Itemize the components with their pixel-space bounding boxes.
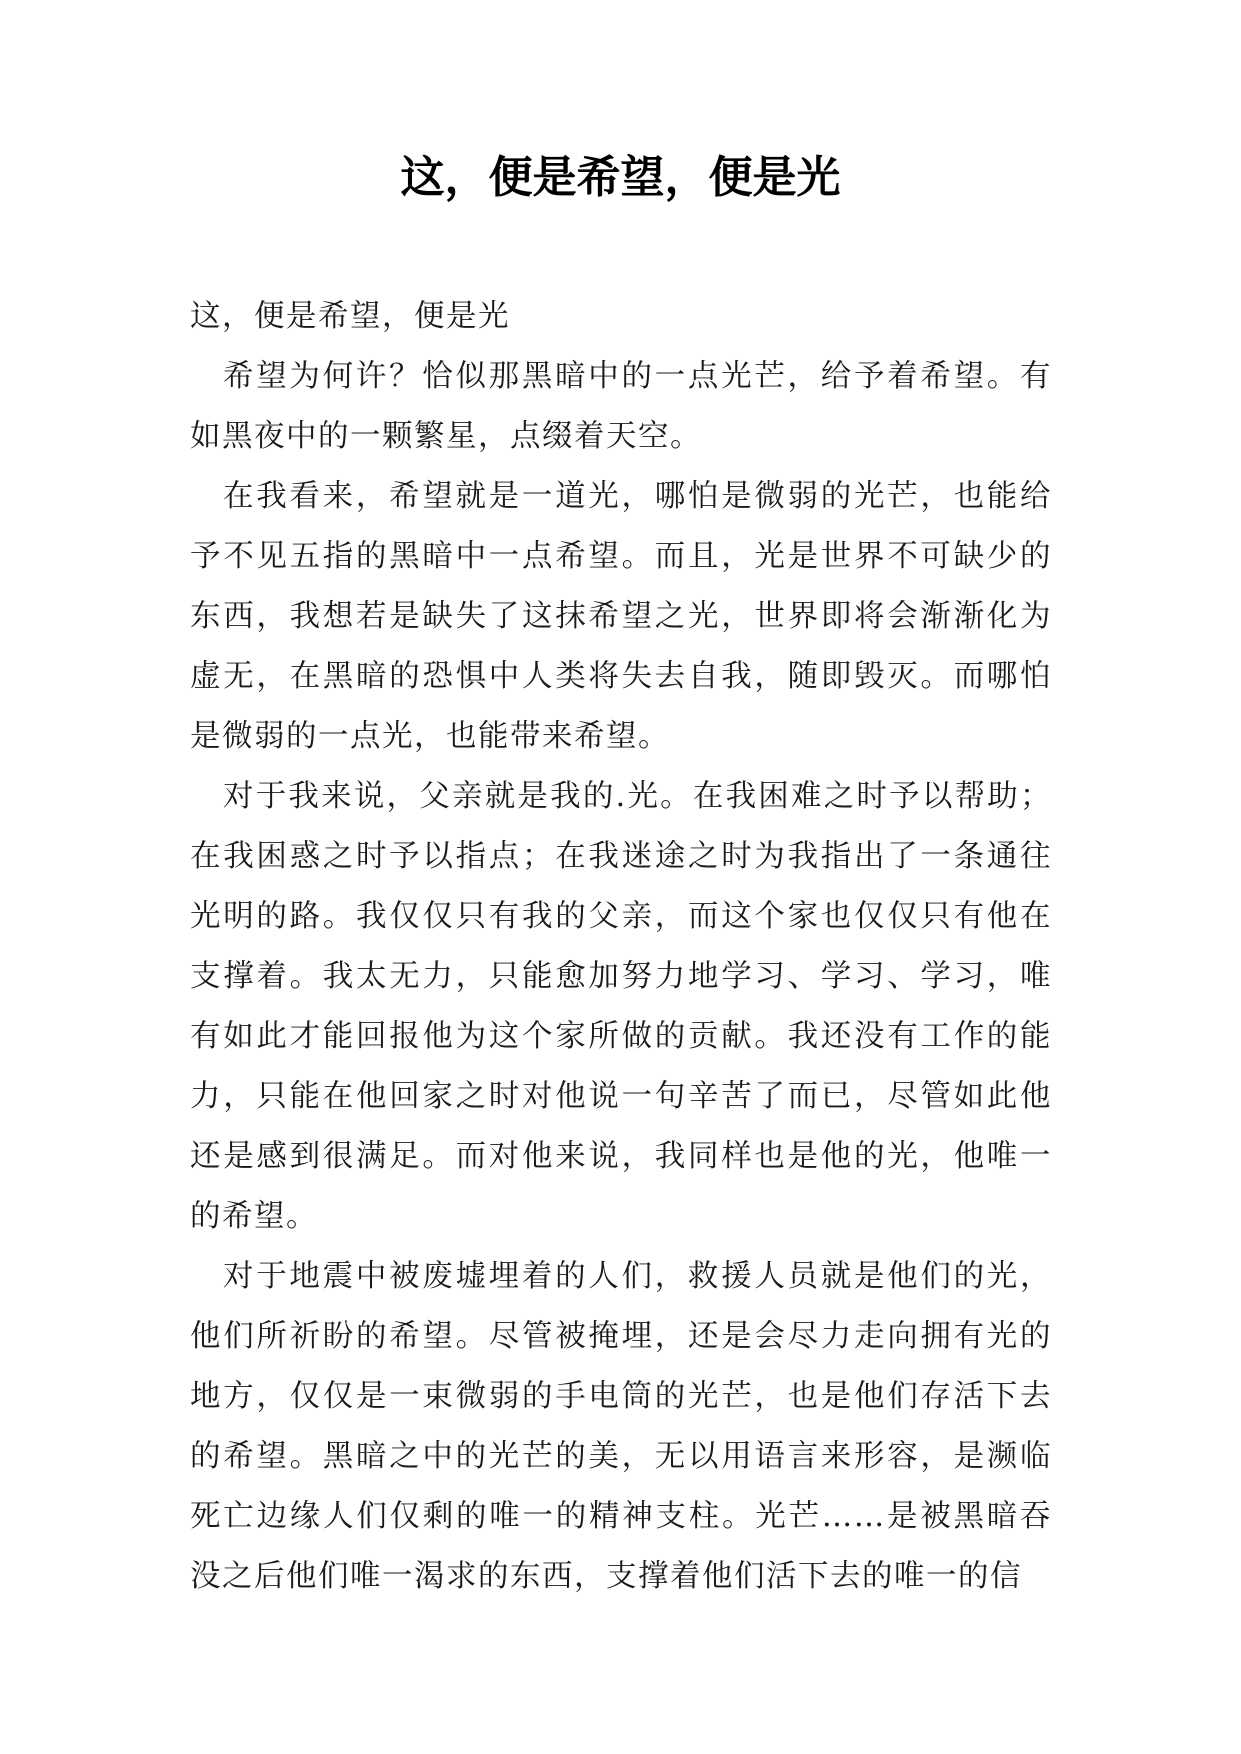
paragraph: 对于地震中被废墟埋着的人们，救援人员就是他们的光，他们所祈盼的希望。尽管被掩埋，还是会尽力走向拥有光的地方，仅仅是一束微弱的手电筒的光芒，也是他们存活下去的希望。黑暗之中的光芒的美，无以用语言来形容，是濒临死亡边缘人们仅剩的唯一的精神支柱。光芒……是被黑暗吞没之后他们唯一渴求的东西，支撑着他们活下去的唯一的信 bbox=[190, 1259, 1052, 1594]
document-body bbox=[190, 287, 1052, 1607]
body-heading-line: 这，便是希望，便是光 bbox=[190, 299, 510, 334]
paragraph: 对于我来说，父亲就是我的.光。在我困难之时予以帮助；在我困惑之时予以指点；在我迷途之时为我指出了一条通往光明的路。我仅仅只有我的父亲，而这个家也仅仅只有他在支撑着。我太无力，只能愈加努力地学习、学习、学习，唯有如此才能回报他为这个家所做的贡献。我还没有工作的能力，只能在他回家之时对他说一句辛苦了而已，尽管如此他还是感到很满足。而对他来说，我同样也是他的光，他唯一的希望。 bbox=[190, 779, 1052, 1234]
paragraph: 在我看来，希望就是一道光，哪怕是微弱的光芒，也能给予不见五指的黑暗中一点希望。而且，光是世界不可缺少的东西，我想若是缺失了这抹希望之光，世界即将会渐渐化为虚无，在黑暗的恐惧中人类将失去自我，随即毁灭。而哪怕是微弱的一点光，也能带来希望。 bbox=[190, 479, 1052, 754]
paragraph: 希望为何许？恰似那黑暗中的一点光芒，给予着希望。有如黑夜中的一颗繁星，点缀着天空。 bbox=[190, 359, 1052, 454]
document-title: 这，便是希望，便是光 bbox=[400, 152, 841, 203]
